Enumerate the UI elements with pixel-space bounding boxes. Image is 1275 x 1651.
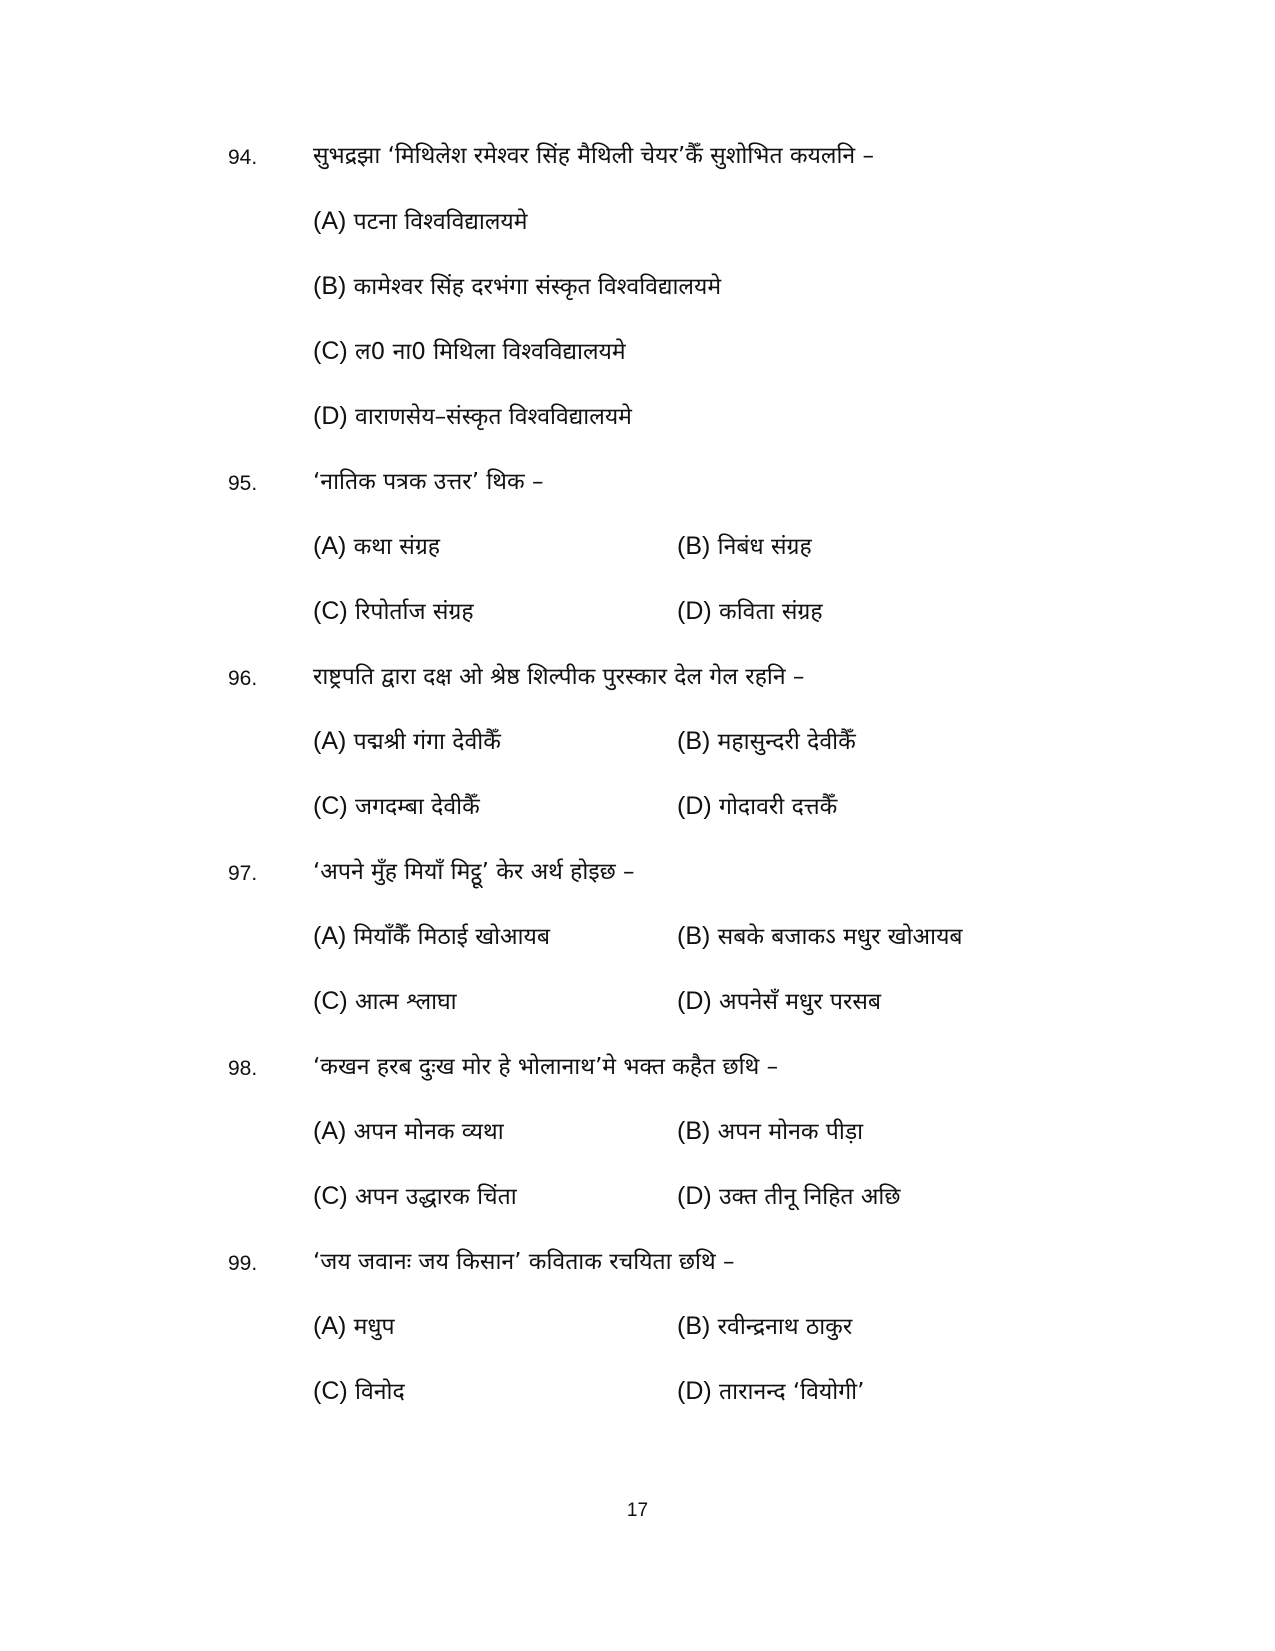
option-label: (A): [313, 727, 347, 755]
option-label: (C): [313, 337, 348, 365]
option-text: गोदावरी दत्तकैँ: [719, 794, 838, 820]
question-text: ‘नातिक पत्रक उत्तर’ थिक –: [313, 469, 544, 495]
option-label: (A): [313, 532, 347, 560]
option-text: सबके बजाकऽ मधुर खोआयब: [717, 924, 963, 950]
option-text: रिपोर्ताज संग्रह: [355, 599, 474, 625]
page-number: 17: [626, 1500, 649, 1521]
option-97-d: [677, 984, 881, 1016]
option-text: विनोद: [355, 1379, 405, 1405]
option-97-c: [313, 984, 457, 1016]
option-label: (A): [313, 207, 347, 235]
option-96-b: [677, 724, 856, 756]
option-98-d: [677, 1179, 901, 1211]
option-label: (D): [677, 1377, 712, 1405]
option-label: (B): [677, 532, 711, 560]
option-99-b: [677, 1309, 852, 1341]
option-label: (C): [313, 597, 348, 625]
question-text: राष्ट्रपति द्वारा दक्ष ओ श्रेष्ठ शिल्पीक पुरस्कार देल गेल रहनि –: [313, 664, 805, 690]
option-95-a: [313, 529, 440, 561]
option-text: अपन उद्धारक चिंता: [355, 1184, 517, 1210]
option-label: (B): [677, 922, 711, 950]
option-98-c: [313, 1179, 517, 1211]
question-text: ‘कखन हरब दुःख मोर हे भोलानाथ’मे भक्त कहैत छथि –: [313, 1054, 779, 1080]
option-label: (D): [313, 402, 348, 430]
option-96-c: [313, 789, 480, 821]
question-text: सुभद्रझा ‘मिथिलेश रमेश्वर सिंह मैथिली चेयर’कैँ सुशोभित कयलनि –: [313, 143, 875, 169]
option-label: (A): [313, 922, 347, 950]
option-label: (D): [677, 1182, 712, 1210]
option-text: आत्म श्लाघा: [355, 989, 457, 1015]
option-94-d: [313, 399, 632, 431]
question-number: 99.: [228, 1252, 258, 1275]
option-label: (B): [677, 1312, 711, 1340]
option-text: मियाँकैँ मिठाई खोआयब: [353, 924, 551, 950]
option-95-d: [677, 594, 823, 626]
question-number: 96.: [228, 667, 258, 690]
option-text: ल0 ना0 मिथिला विश्वविद्यालयमे: [355, 339, 626, 365]
option-label: (D): [677, 987, 712, 1015]
option-text: अपन मोनक व्यथा: [353, 1119, 504, 1145]
question-number: 94.: [228, 146, 258, 169]
question-number: 97.: [228, 862, 258, 885]
option-label: (D): [677, 597, 712, 625]
option-99-a: [313, 1309, 395, 1341]
option-label: (C): [313, 1377, 348, 1405]
option-label: (C): [313, 1182, 348, 1210]
question-text: ‘अपने मुँह मियाँ मिट्ठू’ केर अर्थ होइछ –: [313, 859, 635, 885]
option-label: (B): [677, 1117, 711, 1145]
question-text: ‘जय जवानः जय किसान’ कविताक रचयिता छथि –: [313, 1249, 735, 1275]
option-98-b: [677, 1114, 863, 1146]
option-text: कथा संग्रह: [353, 534, 441, 560]
option-text: अपन मोनक पीड़ा: [717, 1119, 864, 1145]
option-text: कविता संग्रह: [719, 599, 823, 625]
option-label: (B): [313, 272, 347, 300]
option-99-c: [313, 1374, 405, 1406]
option-label: (C): [313, 987, 348, 1015]
option-text: उक्त तीनू निहित अछि: [719, 1184, 901, 1210]
option-97-a: [313, 919, 550, 951]
option-label: (C): [313, 792, 348, 820]
option-text: तारानन्द ‘वियोगी’: [719, 1379, 865, 1405]
option-text: पद्मश्री गंगा देवीकैँ: [353, 729, 501, 755]
option-label: (B): [677, 727, 711, 755]
option-96-a: [313, 724, 501, 756]
option-text: रवीन्द्रनाथ ठाकुर: [717, 1314, 853, 1340]
option-text: महासुन्दरी देवीकैँ: [717, 729, 856, 755]
option-label: (D): [677, 792, 712, 820]
option-94-b: [313, 269, 721, 301]
option-95-b: [677, 529, 812, 561]
option-97-b: [677, 919, 963, 951]
question-number: 98.: [228, 1057, 258, 1080]
option-99-d: [677, 1374, 864, 1406]
option-98-a: [313, 1114, 504, 1146]
option-94-a: [313, 204, 528, 236]
option-96-d: [677, 789, 837, 821]
option-label: (A): [313, 1312, 347, 1340]
option-label: (A): [313, 1117, 347, 1145]
option-text: अपनेसँ मधुर परसब: [719, 989, 882, 1015]
option-text: निबंध संग्रह: [717, 534, 812, 560]
option-text: मधुप: [353, 1314, 395, 1340]
option-text: जगदम्बा देवीकैँ: [355, 794, 480, 820]
option-text: कामेश्वर सिंह दरभंगा संस्कृत विश्वविद्यालयमे: [353, 274, 722, 300]
option-text: पटना विश्वविद्यालयमे: [353, 209, 528, 235]
option-text: वाराणसेय–संस्कृत विश्वविद्यालयमे: [355, 404, 632, 430]
question-number: 95.: [228, 472, 258, 495]
option-95-c: [313, 594, 474, 626]
option-94-c: [313, 334, 626, 366]
